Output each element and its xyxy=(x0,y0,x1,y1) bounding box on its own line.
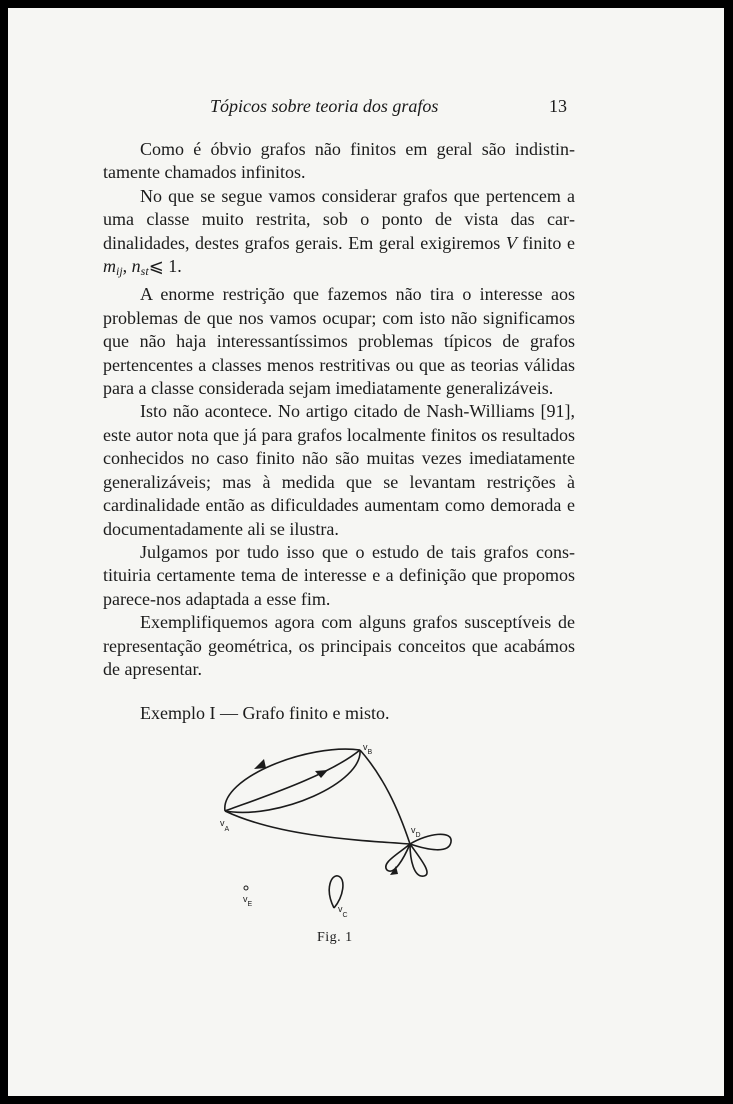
math-V: V xyxy=(505,232,517,253)
math-m: m xyxy=(103,256,116,277)
paragraph-2-text: No que se segue vamos considerar grafos que pertencem a uma classe muito restrita, sob o ponto de vista das cardinalidades, destes grafos gerais. Em geral exigiremos xyxy=(103,185,575,253)
edge-arc-lower xyxy=(225,750,360,812)
edge-B-D xyxy=(360,750,410,844)
arrow-loop-D xyxy=(390,866,398,875)
edge-A-D xyxy=(225,811,410,844)
paragraph-2 xyxy=(103,185,575,284)
arrow-inner xyxy=(315,770,328,778)
paragraph-2-finite: finito e xyxy=(516,232,575,253)
edge-arc-inner xyxy=(225,750,360,811)
arrow-outer xyxy=(254,759,266,769)
vertex-B-label: $v_B$ xyxy=(363,742,373,756)
edge-arc-outer xyxy=(225,749,360,811)
math-n-subscript: st xyxy=(140,264,149,279)
body-text xyxy=(103,138,575,726)
paragraph-6: Exemplifiquemos agora com alguns grafos susceptíveis de representação geométrica, os principais conceitos que acabámos de apresentar. xyxy=(103,612,575,679)
loop-D-lower-right xyxy=(410,844,427,876)
vertex-E-label: $v_E$ xyxy=(243,894,253,908)
vertex-D-label: $v_D$ xyxy=(411,825,421,839)
math-comma: , xyxy=(122,256,132,277)
loop-D-lower-left xyxy=(386,844,410,871)
vertex-A-label: $v_A$ xyxy=(220,818,230,833)
book-page xyxy=(8,8,724,1096)
example-title: Exemplo I — Grafo finito e misto. xyxy=(140,703,390,724)
loop-D-right xyxy=(410,834,451,849)
running-title: Tópicos sobre teoria dos grafos xyxy=(210,96,439,116)
vertex-E-dot xyxy=(244,886,248,890)
figure-caption: Fig. 1 xyxy=(317,930,353,945)
math-m-subscript: ij xyxy=(116,264,123,279)
paragraph-1: Como é óbvio grafos não finitos em geral são indistintamente chamados infinitos. xyxy=(103,139,575,183)
loop-C xyxy=(329,876,343,908)
vertex-C-label: $v_C$ xyxy=(338,904,348,919)
page-number: 13 xyxy=(549,96,567,116)
paragraph-3: A enorme restrição que fazemos não tira o interesse aos problemas de que nos vamos ocupar; com isto não significamos que não haja interessantíssimos problemas típicos de grafos pertencentes a classes menos restritivas ou que as teorias válidas para a classe considerada sejam imediatamente generalizáveis. xyxy=(103,284,575,399)
paragraph-5: Julgamos por tudo isso que o estudo de tais grafos constituiria certamente tema de interesse e a definição que propomos parece-nos adaptada a esse fim. xyxy=(103,541,575,609)
paragraph-4: Isto não acontece. No artigo citado de Nash-Williams [91], este autor nota que já para grafos localmente finitos os resultados conhecidos no caso finito não são muitas vezes imediatamente generalizáveis; mas à medida que se levantam restrições à cardinalidade então as dificuldades aumentam como demorada e documentadamente ali se ilustra. xyxy=(103,401,575,539)
math-leq: ⩽ 1. xyxy=(148,256,182,277)
page-header xyxy=(8,96,724,120)
math-n: n xyxy=(131,256,141,277)
